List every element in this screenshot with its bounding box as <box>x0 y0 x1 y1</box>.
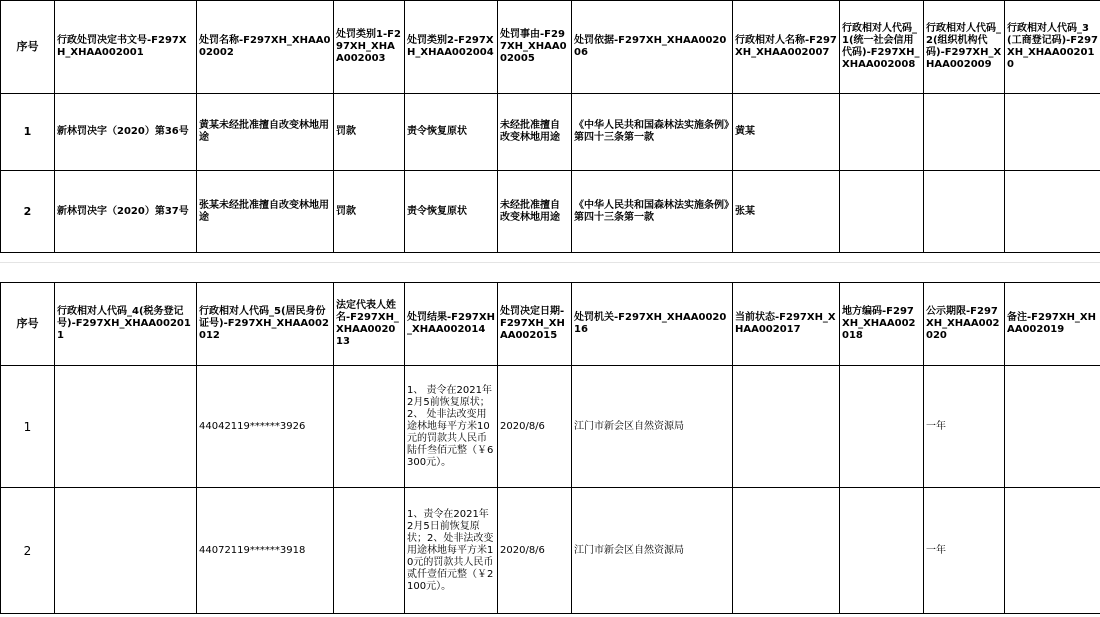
penalty-authority: 江门市新会区自然资源局 <box>572 488 733 614</box>
current-status <box>733 366 840 488</box>
header-cell: 处罚结果-F297XH_XHAA002014 <box>405 283 498 366</box>
penalty-reason: 未经批准擅自改变林地用途 <box>498 94 572 171</box>
header-cell: 序号 <box>1 1 55 94</box>
table-row <box>1 94 1100 171</box>
penalty-basis: 《中华人民共和国森林法实施条例》第四十三条第一款 <box>572 94 733 171</box>
local-code <box>840 488 924 614</box>
penalty-name: 黄某未经批准擅自改变林地用途 <box>197 94 334 171</box>
header-cell: 当前状态-F297XH_XHAA002017 <box>733 283 840 366</box>
current-status <box>733 488 840 614</box>
header-cell: 处罚依据-F297XH_XHAA002006 <box>572 1 733 94</box>
legal-representative <box>334 366 405 488</box>
tax-reg-code <box>55 488 197 614</box>
header-cell: 备注-F297XH_XHAA002019 <box>1005 283 1100 366</box>
penalty-table-top <box>0 0 1100 253</box>
org-code <box>924 171 1005 253</box>
decision-date: 2020/8/6 <box>498 488 572 614</box>
counterparty-name: 黄某 <box>733 94 840 171</box>
penalty-reason: 未经批准擅自改变林地用途 <box>498 171 572 253</box>
tax-reg-code <box>55 366 197 488</box>
header-cell: 处罚名称-F297XH_XHAA002002 <box>197 1 334 94</box>
remarks <box>1005 488 1100 614</box>
penalty-type-2: 责令恢复原状 <box>405 171 498 253</box>
penalty-table-bottom <box>0 282 1100 614</box>
header-cell: 处罚类别2-F297XH_XHAA002004 <box>405 1 498 94</box>
penalty-type-1: 罚款 <box>334 94 405 171</box>
publicity-period: 一年 <box>924 366 1005 488</box>
header-cell: 地方编码-F297XH_XHAA002018 <box>840 283 924 366</box>
penalty-name: 张某未经批准擅自改变林地用途 <box>197 171 334 253</box>
header-cell: 公示期限-F297XH_XHAA002020 <box>924 283 1005 366</box>
header-cell: 行政相对人代码_3(工商登记码)-F297XH_XHAA002010 <box>1005 1 1100 94</box>
header-cell: 行政相对人名称-F297XH_XHAA002007 <box>733 1 840 94</box>
table-separator <box>0 252 1100 282</box>
org-code <box>924 94 1005 171</box>
row-number: 1 <box>1 366 55 488</box>
header-cell: 处罚类别1-F297XH_XHAA002003 <box>334 1 405 94</box>
header-cell: 法定代表人姓名-F297XH_XHAA002013 <box>334 283 405 366</box>
credit-code <box>840 94 924 171</box>
separator-line <box>0 262 1100 263</box>
header-cell: 行政相对人代码_5(居民身份证号)-F297XH_XHAA002012 <box>197 283 334 366</box>
penalty-result: 1、 责令在2021年2月5前恢复原状；2、 处非法改变用途林地每平方米10元的罚款共人民币陆仟叁佰元整（￥6300元）。 <box>405 366 498 488</box>
business-reg-code <box>1005 94 1100 171</box>
header-cell: 处罚决定日期-F297XH_XHAA002015 <box>498 283 572 366</box>
table-row <box>1 366 1100 488</box>
penalty-basis: 《中华人民共和国森林法实施条例》第四十三条第一款 <box>572 171 733 253</box>
business-reg-code <box>1005 171 1100 253</box>
header-row <box>1 1 1100 94</box>
header-cell: 处罚事由-F297XH_XHAA002005 <box>498 1 572 94</box>
header-cell: 行政相对人代码_2(组织机构代码)-F297XH_XHAA002009 <box>924 1 1005 94</box>
header-cell: 行政相对人代码_4(税务登记号)-F297XH_XHAA002011 <box>55 283 197 366</box>
header-cell: 行政相对人代码_1(统一社会信用代码)-F297XH_XHAA002008 <box>840 1 924 94</box>
decision-date: 2020/8/6 <box>498 366 572 488</box>
header-cell: 行政处罚决定书文号-F297XH_XHAA002001 <box>55 1 197 94</box>
credit-code <box>840 171 924 253</box>
id-number: 44072119******3918 <box>197 488 334 614</box>
header-cell: 处罚机关-F297XH_XHAA002016 <box>572 283 733 366</box>
row-number: 2 <box>1 488 55 614</box>
decision-number: 新林罚决字（2020）第37号 <box>55 171 197 253</box>
header-cell: 序号 <box>1 283 55 366</box>
table-row <box>1 488 1100 614</box>
counterparty-name: 张某 <box>733 171 840 253</box>
penalty-type-2: 责令恢复原状 <box>405 94 498 171</box>
penalty-type-1: 罚款 <box>334 171 405 253</box>
id-number: 44042119******3926 <box>197 366 334 488</box>
decision-number: 新林罚决字（2020）第36号 <box>55 94 197 171</box>
legal-representative <box>334 488 405 614</box>
row-number: 1 <box>1 94 55 171</box>
penalty-result: 1、责令在2021年2月5日前恢复原状；2、处非法改变用途林地每平方米10元的罚款共人民币贰仟壹佰元整（￥2100元）。 <box>405 488 498 614</box>
header-row <box>1 283 1100 366</box>
local-code <box>840 366 924 488</box>
table-row <box>1 171 1100 253</box>
row-number: 2 <box>1 171 55 253</box>
penalty-authority: 江门市新会区自然资源局 <box>572 366 733 488</box>
publicity-period: 一年 <box>924 488 1005 614</box>
remarks <box>1005 366 1100 488</box>
